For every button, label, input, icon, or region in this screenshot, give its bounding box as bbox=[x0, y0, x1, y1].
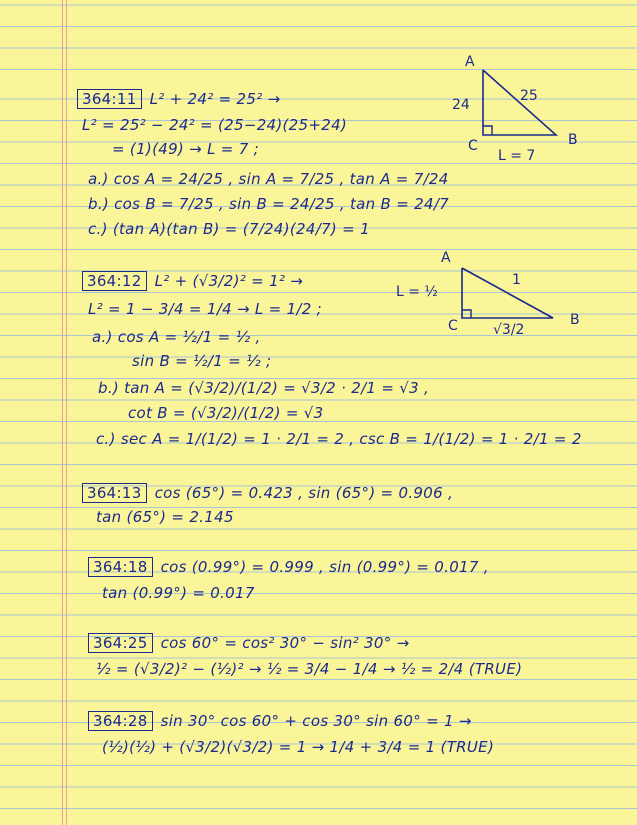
problem-364-28-line-2: (½)(½) + (√3/2)(√3/2) = 1 → 1/4 + 3/4 = 1 (TRUE) bbox=[102, 738, 495, 756]
problem-label: 364:25 bbox=[88, 633, 153, 653]
problem-364-12-line-7: c.) sec A = 1/(1/2) = 1 · 2/1 = 2 , csc B = 1/(1/2) = 1 · 2/1 = 2 bbox=[96, 430, 582, 448]
problem-364-11-line-4: a.) cos A = 24/25 , sin A = 7/25 , tan A = 7/24 bbox=[88, 170, 449, 188]
problem-364-11-line-6: c.) (tan A)(tan B) = (7/24)(24/7) = 1 bbox=[88, 220, 370, 238]
triangle-1-side-vertical: 24 bbox=[452, 97, 470, 113]
problem-label: 364:28 bbox=[88, 711, 153, 731]
problem-364-12-line-6: cot B = (√3/2)/(1/2) = √3 bbox=[128, 404, 324, 422]
problem-364-11-line-5: b.) cos B = 7/25 , sin B = 24/25 , tan B = 24/7 bbox=[88, 195, 450, 213]
problem-364-13-line-2: tan (65°) = 2.145 bbox=[96, 508, 234, 526]
triangle-1-base: L = 7 bbox=[498, 148, 536, 164]
triangle-1-vertex-b: B bbox=[568, 132, 578, 148]
problem-364-11-line-3: = (1)(49) → L = 7 ; bbox=[112, 140, 260, 158]
problem-364-12-line-2: L² = 1 − 3/4 = 1/4 → L = 1/2 ; bbox=[88, 300, 323, 318]
margin-line-left-2 bbox=[66, 0, 67, 825]
problem-364-18-line-2: tan (0.99°) = 0.017 bbox=[102, 584, 255, 602]
problem-364-18-line-1: 364:18 cos (0.99°) = 0.999 , sin (0.99°) = 0.017 , bbox=[88, 558, 489, 576]
problem-364-11-line-1: 364:11 L² + 24² = 25² → bbox=[77, 90, 281, 108]
triangle-2-vertex-b: B bbox=[570, 312, 580, 328]
triangle-1-vertex-a: A bbox=[465, 54, 475, 70]
problem-label: 364:12 bbox=[82, 271, 147, 291]
problem-364-12-line-3: a.) cos A = ½/1 = ½ , bbox=[92, 328, 261, 346]
problem-label: 364:18 bbox=[88, 557, 153, 577]
problem-364-28-line-1: 364:28 sin 30° cos 60° + cos 30° sin 60° = 1 → bbox=[88, 712, 472, 730]
triangle-1-hypotenuse: 25 bbox=[520, 88, 538, 104]
triangle-2-base: √3/2 bbox=[493, 322, 525, 338]
problem-364-12-line-1: 364:12 L² + (√3/2)² = 1² → bbox=[82, 272, 303, 290]
triangle-2-vertex-c: C bbox=[448, 318, 458, 334]
problem-364-25-line-2: ½ = (√3/2)² − (½)² → ½ = 3/4 − 1/4 → ½ = 2/4 (TRUE) bbox=[96, 660, 523, 678]
problem-364-13-line-1: 364:13 cos (65°) = 0.423 , sin (65°) = 0.906 , bbox=[82, 484, 453, 502]
triangle-1-vertex-c: C bbox=[468, 138, 478, 154]
problem-364-11-line-2: L² = 25² − 24² = (25−24)(25+24) bbox=[82, 116, 348, 134]
problem-364-12-line-4: sin B = ½/1 = ½ ; bbox=[132, 352, 272, 370]
problem-364-12-line-5: b.) tan A = (√3/2)/(1/2) = √3/2 · 2/1 = √3 , bbox=[98, 379, 430, 397]
triangle-2-side-vertical: L = ½ bbox=[396, 284, 438, 300]
problem-label: 364:11 bbox=[77, 89, 142, 109]
problem-label: 364:13 bbox=[82, 483, 147, 503]
triangle-2-vertex-a: A bbox=[441, 250, 451, 266]
margin-line-left bbox=[62, 0, 63, 825]
problem-364-25-line-1: 364:25 cos 60° = cos² 30° − sin² 30° → bbox=[88, 634, 409, 652]
triangle-2-hypotenuse: 1 bbox=[512, 272, 521, 288]
